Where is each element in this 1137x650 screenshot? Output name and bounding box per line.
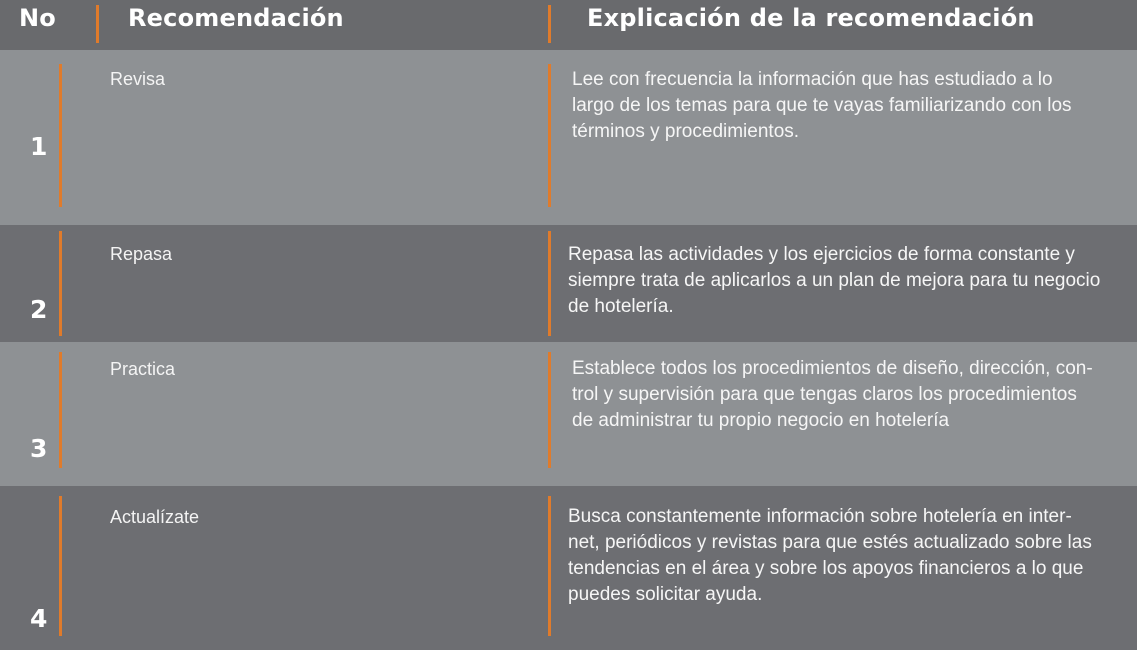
- row-divider: [59, 352, 62, 468]
- explanation-line: net, periódicos y revistas para que estés actualizado sobre las: [568, 532, 1092, 553]
- row-explanation: [568, 242, 1128, 320]
- header-explanation: Explicación de la recomendación: [587, 4, 1035, 32]
- row-divider: [548, 231, 551, 336]
- header-no: No: [19, 4, 56, 32]
- header-separator: [96, 5, 99, 43]
- row-divider: [59, 231, 62, 336]
- table-header: [0, 0, 1137, 50]
- explanation-line: Establece todos los procedimientos de diseño, dirección, con-: [572, 358, 1093, 379]
- table-row: [0, 486, 1137, 650]
- explanation-line: Busca constantemente información sobre hotelería en inter-: [568, 506, 1072, 527]
- row-explanation: [572, 67, 1132, 145]
- row-divider: [548, 352, 551, 468]
- row-divider: [59, 496, 62, 636]
- row-explanation: [568, 504, 1128, 608]
- row-number: 2: [30, 295, 48, 324]
- explanation-line: trol y supervisión para que tengas claros los procedimientos: [572, 384, 1077, 405]
- row-recommendation: Practica: [110, 359, 176, 379]
- table-row: [0, 225, 1137, 342]
- row-recommendation: Revisa: [110, 69, 166, 89]
- row-number: 3: [30, 434, 48, 463]
- row-number: 4: [30, 604, 48, 633]
- row-number: 1: [30, 132, 48, 161]
- explanation-line: Lee con frecuencia la información que has estudiado a lo: [572, 69, 1053, 90]
- row-explanation: [572, 356, 1132, 434]
- header-separator: [548, 5, 551, 43]
- explanation-line: puedes solicitar ayuda.: [568, 584, 763, 605]
- row-recommendation: Actualízate: [110, 507, 200, 527]
- explanation-line: de hotelería.: [568, 296, 674, 317]
- table-row: [0, 342, 1137, 486]
- header-recommendation: Recomendación: [128, 4, 344, 32]
- explanation-line: Repasa las actividades y los ejercicios de forma constante y: [568, 244, 1075, 265]
- explanation-line: términos y procedimientos.: [572, 121, 800, 142]
- row-divider: [548, 64, 551, 207]
- table-row: [0, 50, 1137, 225]
- explanation-line: largo de los temas para que te vayas familiarizando con los: [572, 95, 1072, 116]
- row-divider: [548, 496, 551, 636]
- explanation-line: de administrar tu propio negocio en hotelería: [572, 410, 950, 431]
- row-divider: [59, 64, 62, 207]
- row-recommendation: Repasa: [110, 244, 173, 264]
- explanation-line: tendencias en el área y sobre los apoyos financieros a lo que: [568, 558, 1084, 579]
- explanation-line: siempre trata de aplicarlos a un plan de mejora para tu negocio: [568, 270, 1101, 291]
